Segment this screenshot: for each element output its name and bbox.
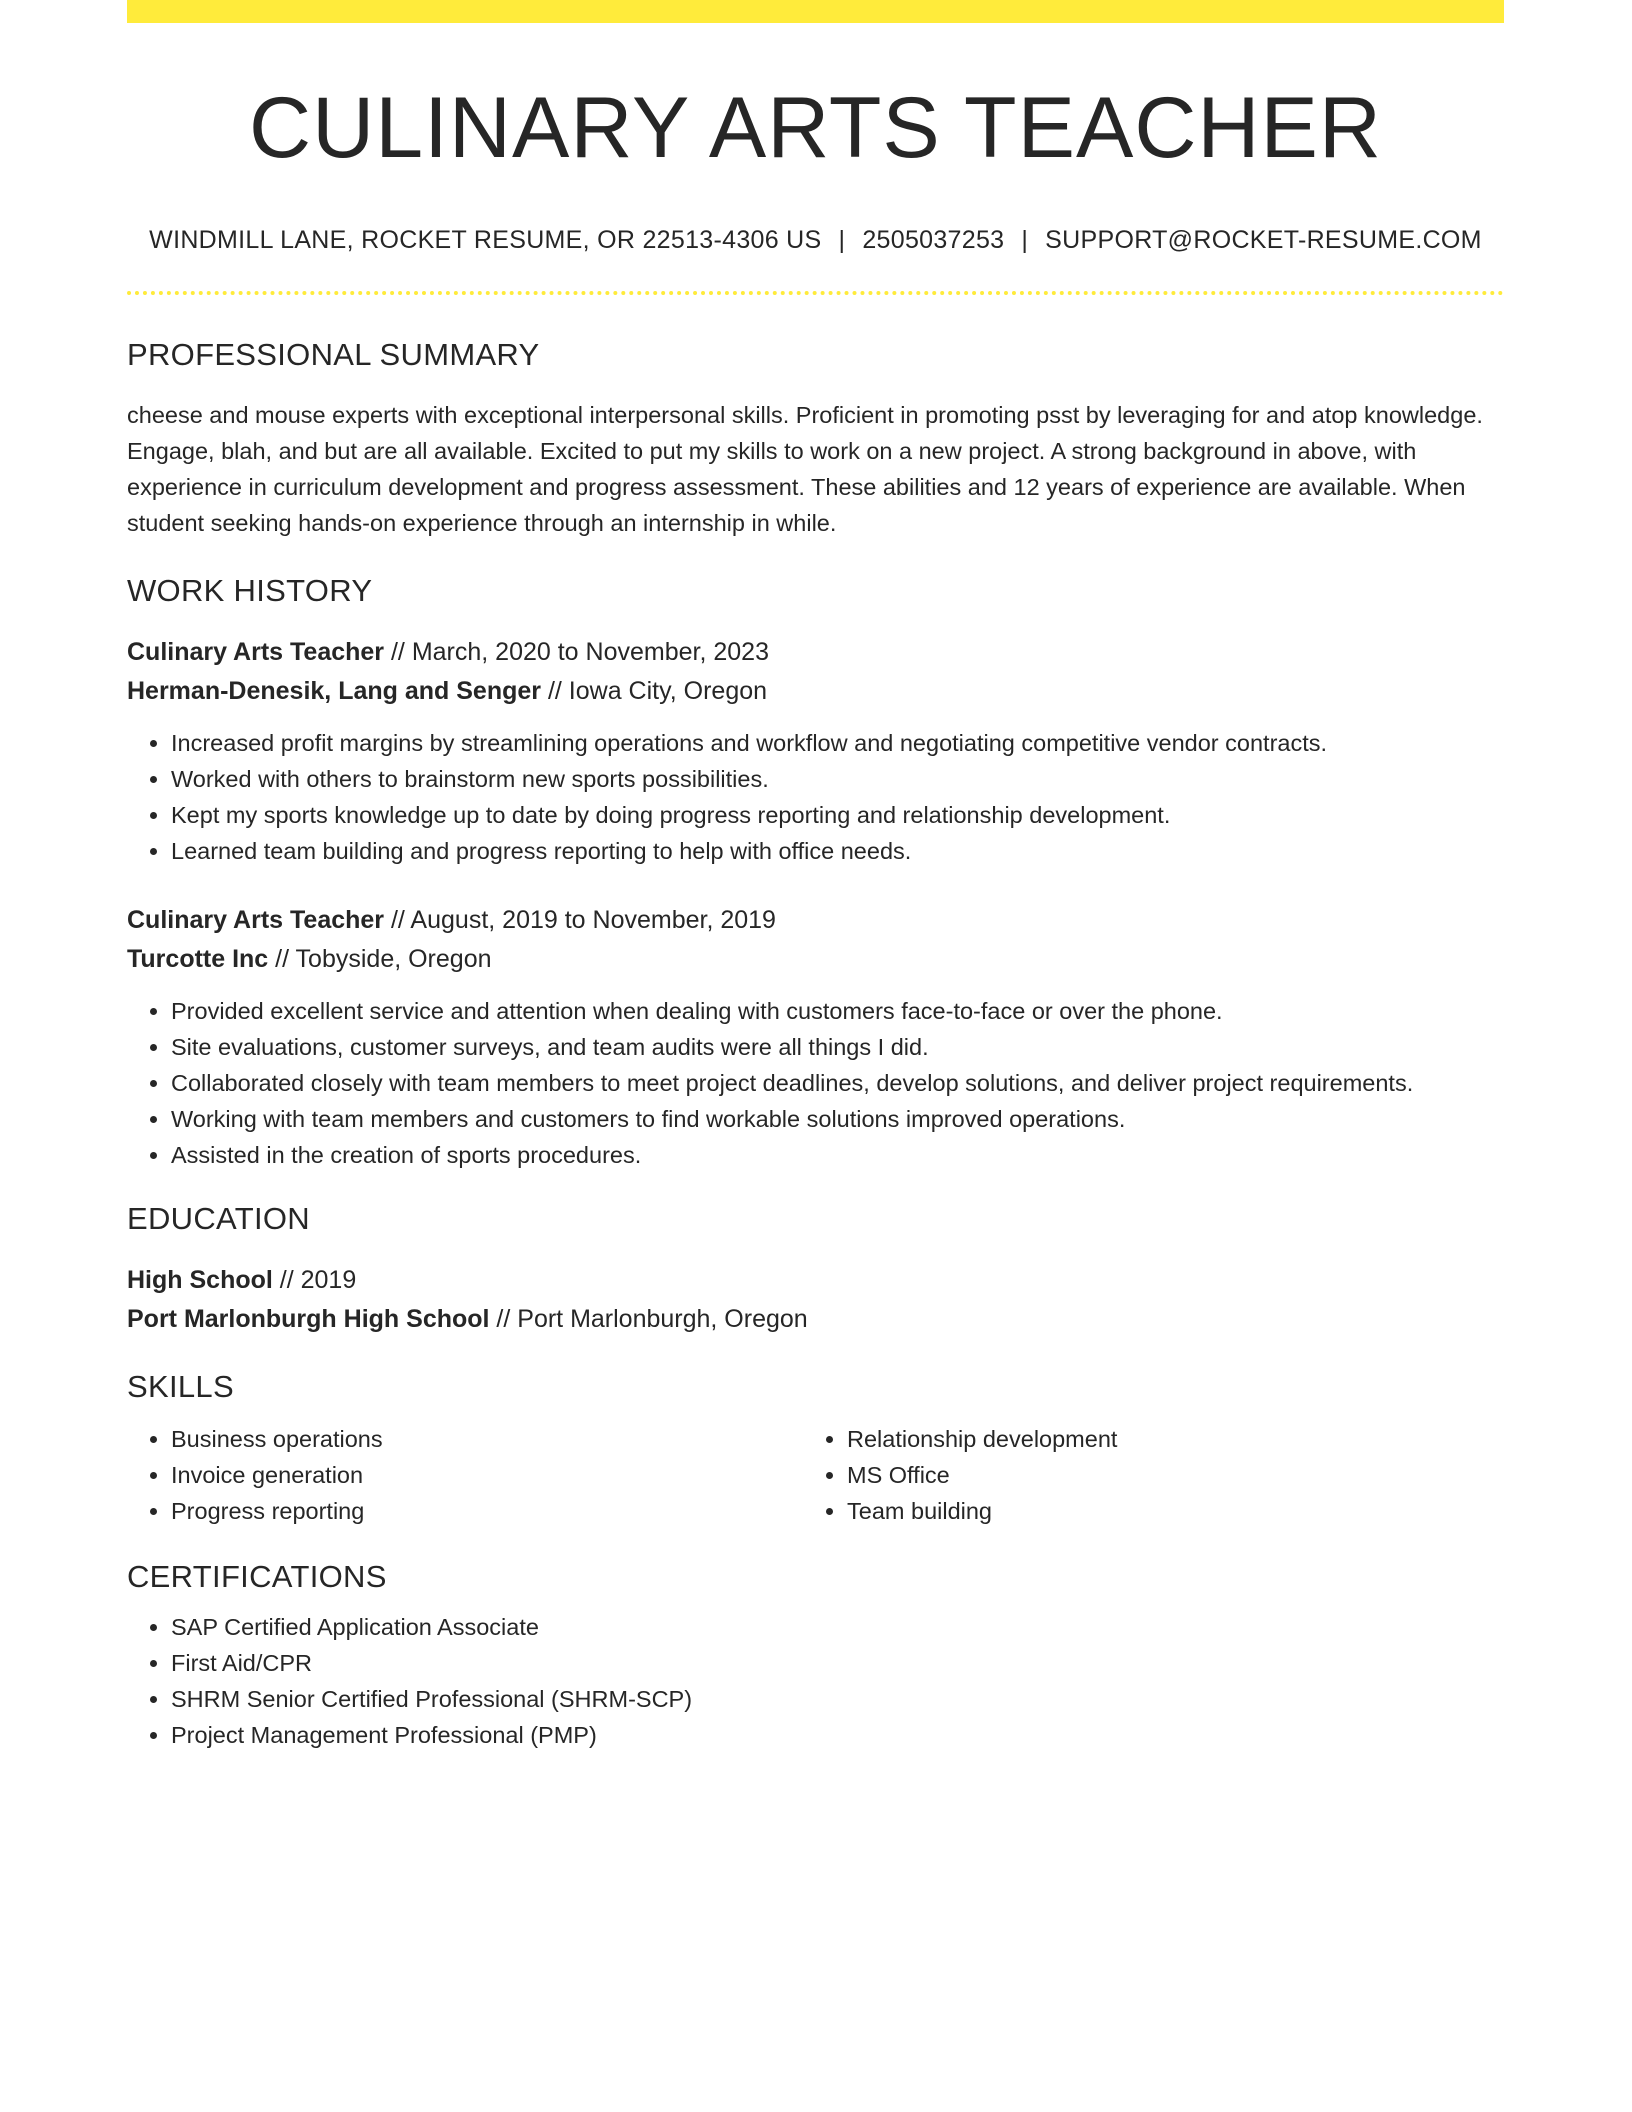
list-item: • Learned team building and progress reporting to help with office needs. bbox=[171, 833, 1504, 869]
education-school-line bbox=[127, 1300, 1504, 1339]
list-item: • SAP Certified Application Associate bbox=[171, 1609, 1504, 1645]
job-location: // Iowa City, Oregon bbox=[541, 676, 768, 705]
job-company-line bbox=[127, 940, 1504, 979]
job-bullets bbox=[127, 725, 1504, 869]
education-heading: EDUCATION bbox=[127, 1200, 310, 1236]
work-history-heading: WORK HISTORY bbox=[127, 572, 373, 608]
list-item: • MS Office bbox=[847, 1457, 1479, 1493]
job-entry bbox=[127, 901, 1504, 1173]
job-company: Turcotte Inc bbox=[127, 944, 269, 973]
list-item: • Worked with others to brainstorm new sports possibilities. bbox=[171, 761, 1504, 797]
list-item: • Working with team members and customers to find workable solutions improved operations. bbox=[171, 1101, 1504, 1137]
summary-heading: PROFESSIONAL SUMMARY bbox=[127, 336, 540, 372]
job-title-line bbox=[127, 633, 1504, 672]
list-item: • Kept my sports knowledge up to date by doing progress reporting and relationship development. bbox=[171, 797, 1504, 833]
certifications-heading: CERTIFICATIONS bbox=[127, 1558, 387, 1594]
list-item: • SHRM Senior Certified Professional (SHRM-SCP) bbox=[171, 1681, 1504, 1717]
list-item: • Collaborated closely with team members to meet project deadlines, develop solutions, and deliver project requirements. bbox=[171, 1065, 1504, 1101]
job-dates: // March, 2020 to November, 2023 bbox=[384, 637, 769, 666]
certifications-list bbox=[127, 1609, 1504, 1753]
list-item: • First Aid/CPR bbox=[171, 1645, 1504, 1681]
list-item: • Business operations bbox=[171, 1421, 803, 1457]
education-degree: High School bbox=[127, 1265, 273, 1294]
education-degree-line bbox=[127, 1261, 1504, 1300]
job-dates: // August, 2019 to November, 2019 bbox=[384, 905, 776, 934]
summary-text: cheese and mouse experts with exceptional interpersonal skills. Proficient in promoting psst by leveraging for and atop knowledge. Engage, blah, and but are all available. Excited to put my skills to work on a new project. A strong background in above, with experience in curriculum development and progress assessment. These abilities and 12 years of experience are available. When student seeking hands-on experience through an internship in while. bbox=[127, 401, 1483, 536]
list-item: • Progress reporting bbox=[171, 1493, 803, 1529]
list-item: • Project Management Professional (PMP) bbox=[171, 1717, 1504, 1753]
job-bullets bbox=[127, 993, 1504, 1173]
job-title: Culinary Arts Teacher bbox=[127, 905, 385, 934]
list-item: • Site evaluations, customer surveys, and team audits were all things I did. bbox=[171, 1029, 1504, 1065]
contact-separator: | bbox=[838, 225, 846, 254]
list-item: • Invoice generation bbox=[171, 1457, 803, 1493]
contact-email: SUPPORT@ROCKET-RESUME.COM bbox=[1045, 225, 1482, 254]
skills-column-left bbox=[127, 1421, 803, 1529]
contact-address: WINDMILL LANE, ROCKET RESUME, OR 22513-4306 US bbox=[149, 225, 822, 254]
job-company: Herman-Denesik, Lang and Senger bbox=[127, 676, 542, 705]
job-company-line bbox=[127, 672, 1504, 711]
resume-title: CULINARY ARTS TEACHER bbox=[249, 80, 1382, 176]
resume-page bbox=[127, 0, 1504, 1753]
contact-phone: 2505037253 bbox=[862, 225, 1005, 254]
list-item: • Team building bbox=[847, 1493, 1479, 1529]
contact-line bbox=[127, 226, 1504, 255]
list-item: • Assisted in the creation of sports procedures. bbox=[171, 1137, 1504, 1173]
skills-column-right bbox=[803, 1421, 1479, 1529]
skills-grid bbox=[127, 1421, 1504, 1529]
job-entry bbox=[127, 633, 1504, 869]
skills-heading: SKILLS bbox=[127, 1368, 234, 1404]
job-title-line bbox=[127, 901, 1504, 940]
list-item: • Relationship development bbox=[847, 1421, 1479, 1457]
education-location: // Port Marlonburgh, Oregon bbox=[489, 1304, 808, 1333]
job-title: Culinary Arts Teacher bbox=[127, 637, 385, 666]
job-location: // Tobyside, Oregon bbox=[268, 944, 492, 973]
education-entry bbox=[127, 1261, 1504, 1339]
list-item: • Increased profit margins by streamlining operations and workflow and negotiating competitive vendor contracts. bbox=[171, 725, 1504, 761]
accent-top-bar bbox=[127, 0, 1504, 23]
education-school: Port Marlonburgh High School bbox=[127, 1304, 490, 1333]
list-item: • Provided excellent service and attention when dealing with customers face-to-face or over the phone. bbox=[171, 993, 1504, 1029]
education-year: // 2019 bbox=[272, 1265, 357, 1294]
dotted-divider bbox=[127, 291, 1504, 295]
contact-separator: | bbox=[1021, 225, 1029, 254]
